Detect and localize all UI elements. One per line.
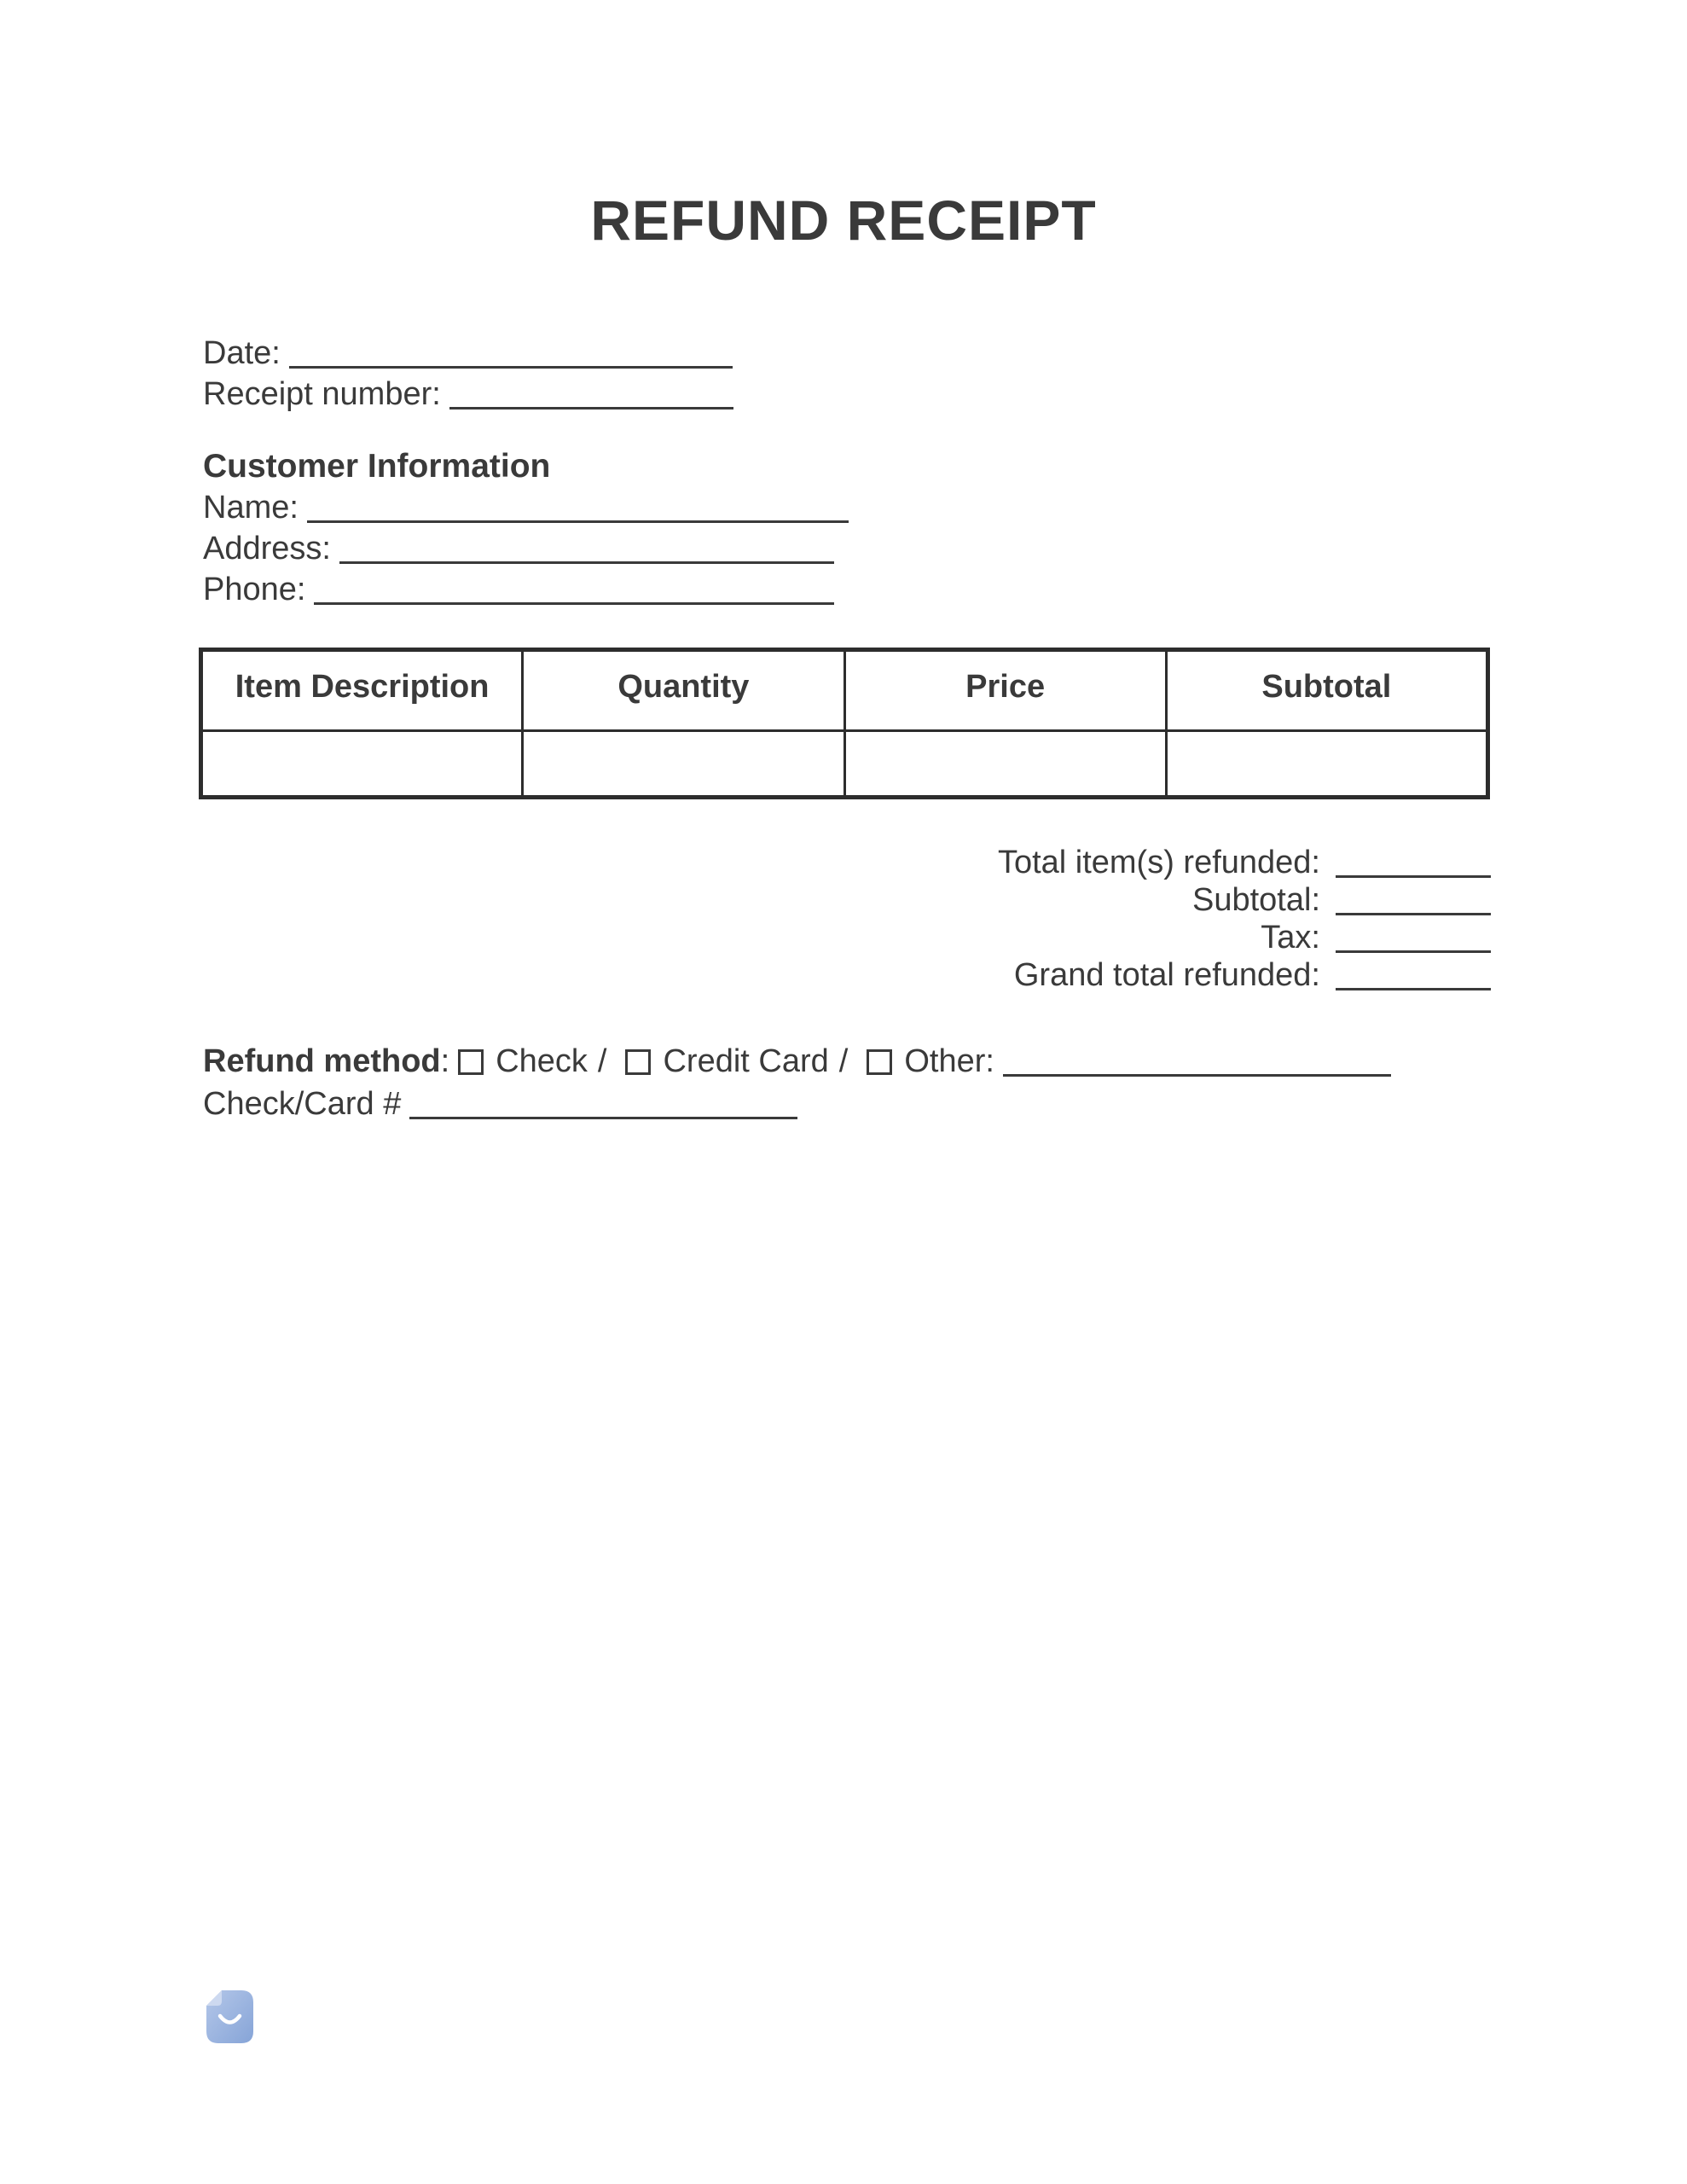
other-blank-field[interactable]: [1003, 1074, 1391, 1077]
subtotal-cell[interactable]: [1166, 731, 1487, 798]
receipt-number-blank-field[interactable]: [449, 407, 733, 410]
customer-information-heading: Customer Information: [203, 448, 551, 485]
check-card-number-label: Check/Card #: [203, 1086, 402, 1122]
refund-method-label: Refund method: [203, 1043, 441, 1079]
check-card-number-blank-field[interactable]: [409, 1117, 797, 1119]
subtotal-label: Subtotal:: [1192, 882, 1320, 918]
column-header-subtotal: Subtotal: [1166, 650, 1487, 731]
grand-total-refunded-label: Grand total refunded:: [1013, 957, 1320, 993]
header-meta-block: [203, 333, 733, 415]
date-line: [203, 333, 733, 374]
receipt-number-line: [203, 374, 733, 415]
price-cell[interactable]: [844, 731, 1166, 798]
credit-card-checkbox[interactable]: [625, 1049, 651, 1075]
option-separator: /: [597, 1043, 607, 1079]
refund-method-line: [203, 1040, 1391, 1083]
tax-row: [998, 919, 1491, 956]
column-header-price: Price: [844, 650, 1166, 731]
customer-name-blank-field[interactable]: [307, 520, 849, 523]
customer-phone-blank-field[interactable]: [314, 602, 834, 605]
total-items-refunded-label: Total item(s) refunded:: [997, 845, 1320, 880]
other-checkbox[interactable]: [867, 1049, 892, 1075]
tax-label: Tax:: [1261, 920, 1320, 956]
total-items-refunded-blank-field[interactable]: [1336, 875, 1491, 878]
customer-address-line: [203, 528, 849, 569]
quantity-cell[interactable]: [523, 731, 844, 798]
check-option-label: Check: [496, 1043, 588, 1079]
total-items-refunded-row: [998, 844, 1491, 881]
grand-total-refunded-row: [998, 956, 1491, 994]
check-checkbox[interactable]: [458, 1049, 484, 1075]
table-row: [201, 731, 1488, 798]
date-label: Date:: [203, 335, 281, 371]
column-header-item-description: Item Description: [201, 650, 523, 731]
grand-total-refunded-blank-field[interactable]: [1336, 988, 1491, 990]
document-smile-logo-icon: [206, 1990, 253, 2043]
items-table-header-row: [201, 650, 1488, 731]
item-description-cell[interactable]: [201, 731, 523, 798]
subtotal-row: [998, 881, 1491, 919]
date-blank-field[interactable]: [289, 366, 733, 369]
customer-name-line: [203, 487, 849, 528]
customer-phone-label: Phone:: [203, 572, 306, 607]
customer-name-label: Name:: [203, 490, 299, 526]
customer-address-blank-field[interactable]: [339, 561, 834, 564]
check-card-number-line: [203, 1083, 1391, 1125]
items-table: [199, 648, 1490, 799]
other-option-label: Other:: [904, 1043, 994, 1079]
customer-information-section: [203, 446, 849, 610]
tax-blank-field[interactable]: [1336, 950, 1491, 953]
page-title: REFUND RECEIPT: [590, 189, 1097, 252]
refund-method-section: [203, 1040, 1391, 1125]
customer-address-label: Address:: [203, 531, 331, 566]
refund-method-colon: :: [440, 1043, 450, 1079]
customer-phone-line: [203, 569, 849, 610]
column-header-quantity: Quantity: [523, 650, 844, 731]
credit-card-option-label: Credit Card: [663, 1043, 829, 1079]
receipt-number-label: Receipt number:: [203, 376, 441, 412]
option-separator: /: [838, 1043, 849, 1079]
totals-section: [998, 844, 1491, 994]
subtotal-blank-field[interactable]: [1336, 913, 1491, 915]
